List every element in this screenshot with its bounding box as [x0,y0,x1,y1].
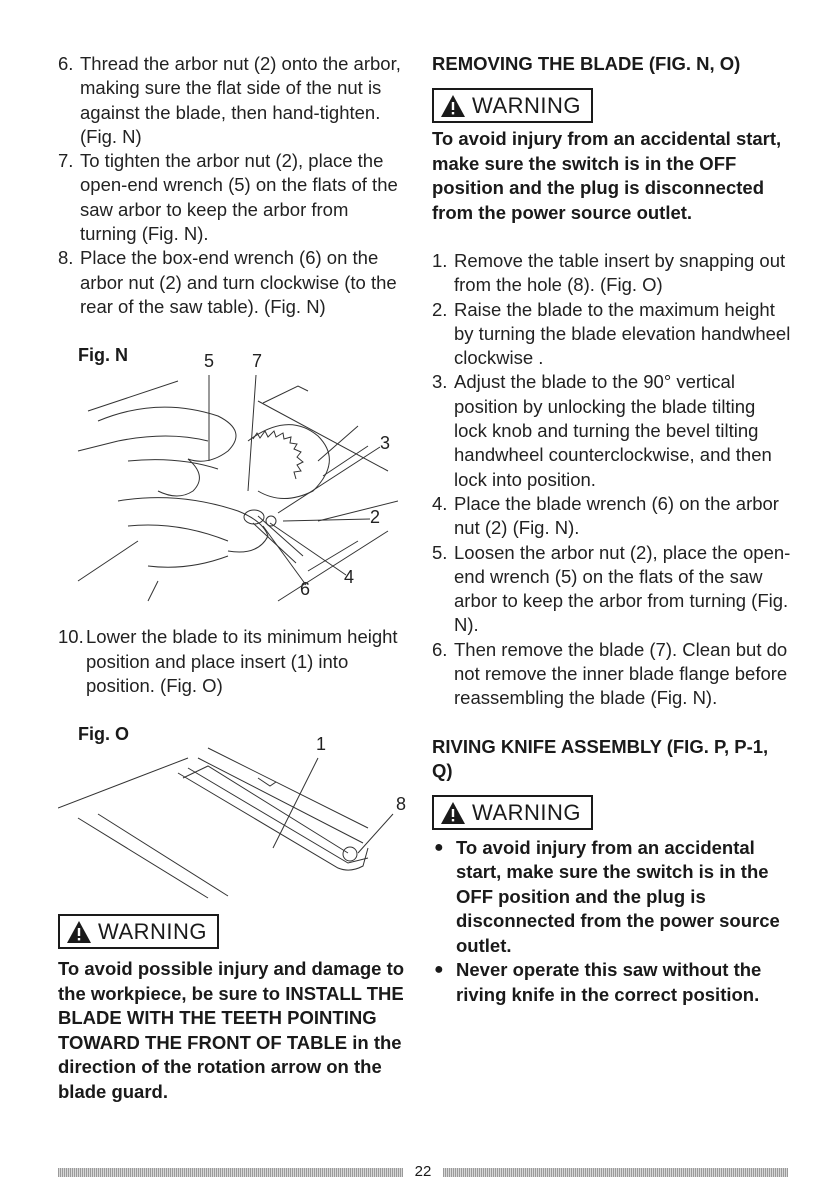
warning-triangle-icon [440,801,466,825]
list-item: 10. Lower the blade to its minimum height position and place insert (1) into position. (Fig. O) [58,626,398,696]
removing-steps [432,249,792,711]
warning-triangle-icon [66,920,92,944]
callout-8: 8 [396,794,407,815]
callout-5: 5 [204,351,215,372]
table-insert-illustration [58,718,398,908]
list-item: 4. Place the blade wrench (6) on the arbor nut (2) (Fig. N). [432,492,779,539]
riving-knife-heading: RIVING KNIFE ASSEMBLY (FIG. P, P-1, Q) [432,735,769,781]
list-item: 3. Adjust the blade to the 90° vertical position by unlocking the blade tilting lock knob and turning the bevel tilting handwheel counterclockwise, and then lock into position. [432,371,772,490]
list-item: 1. Remove the table insert by snapping out from the hole (8). (Fig. O) [432,250,786,296]
list-item: 2. Raise the blade to the maximum height by turning the blade elevation handwheel clockwise . [432,298,791,369]
warning-triangle-icon [440,94,466,118]
figure-n-label: Fig. N [78,345,128,366]
bullet-icon: ● [434,961,444,979]
warning-box [432,795,593,830]
removing-blade-heading: REMOVING THE BLADE (FIG. N, O) [432,53,741,74]
list-item: ● To avoid injury from an accidental start, make sure the switch is in the OFF position and the plug is disconnected from the power source outlet. [434,836,780,956]
warning-label: WARNING [98,919,208,945]
callout-6: 6 [300,579,311,600]
warning-box [58,914,219,949]
right-column [432,52,792,1007]
callout-4: 4 [344,567,355,588]
riving-warning-bullets [432,836,792,1008]
list-item: 6. Then remove the blade (7). Clean but do not remove the inner blade flange before reassembling the blade (Fig. N). [432,638,788,709]
figure-o-label: Fig. O [78,724,129,745]
warning-label: WARNING [472,93,582,118]
list-item: 6. Thread the arbor nut (2) onto the arbor, making sure the flat side of the nut is against the blade, then hand-tighten. (Fig. N) [58,53,401,147]
callout-3: 3 [380,433,391,454]
page-number: 22 [414,1163,432,1180]
list-item: 7. To tighten the arbor nut (2), place the open-end wrench (5) on the flats of the saw arbor to keep the arbor from turning (Fig. N). [58,150,398,245]
step-10 [58,625,408,698]
warning-box [432,88,593,123]
callout-2: 2 [370,507,381,528]
figure-n [58,341,408,621]
left-column [58,52,408,1104]
page-footer [58,1163,788,1179]
saw-blade-wrench-illustration [58,341,398,621]
callout-1: 1 [316,734,327,755]
warning-label: WARNING [472,799,582,825]
footer-rule-left [58,1168,403,1177]
installation-steps [58,52,408,319]
footer-rule-right [443,1168,788,1177]
bullet-icon: ● [434,838,444,856]
list-item: ● Never operate this saw without the riving knife in the correct position. [434,959,762,1005]
list-item: 5. Loosen the arbor nut (2), place the open-end wrench (5) on the flats of the saw arbor to keep the arbor from turning (Fig. N). [432,541,791,636]
list-item: 8. Place the box-end wrench (6) on the arbor nut (2) and turn clockwise (to the rear of the saw table). (Fig. N) [58,247,397,317]
figure-o [58,718,408,908]
removing-warning-text: To avoid injury from an accidental start, make sure the switch is in the OFF position and the plug is disconnected from the power source outlet. [432,128,782,223]
blade-install-warning-text: To avoid possible injury and damage to the workpiece, be sure to INSTALL THE BLADE WITH THE TEETH POINTING TOWARD THE FRONT OF TABLE in the direction of the rotation arrow on the blade guard. [58,958,405,1102]
callout-7: 7 [252,351,263,372]
